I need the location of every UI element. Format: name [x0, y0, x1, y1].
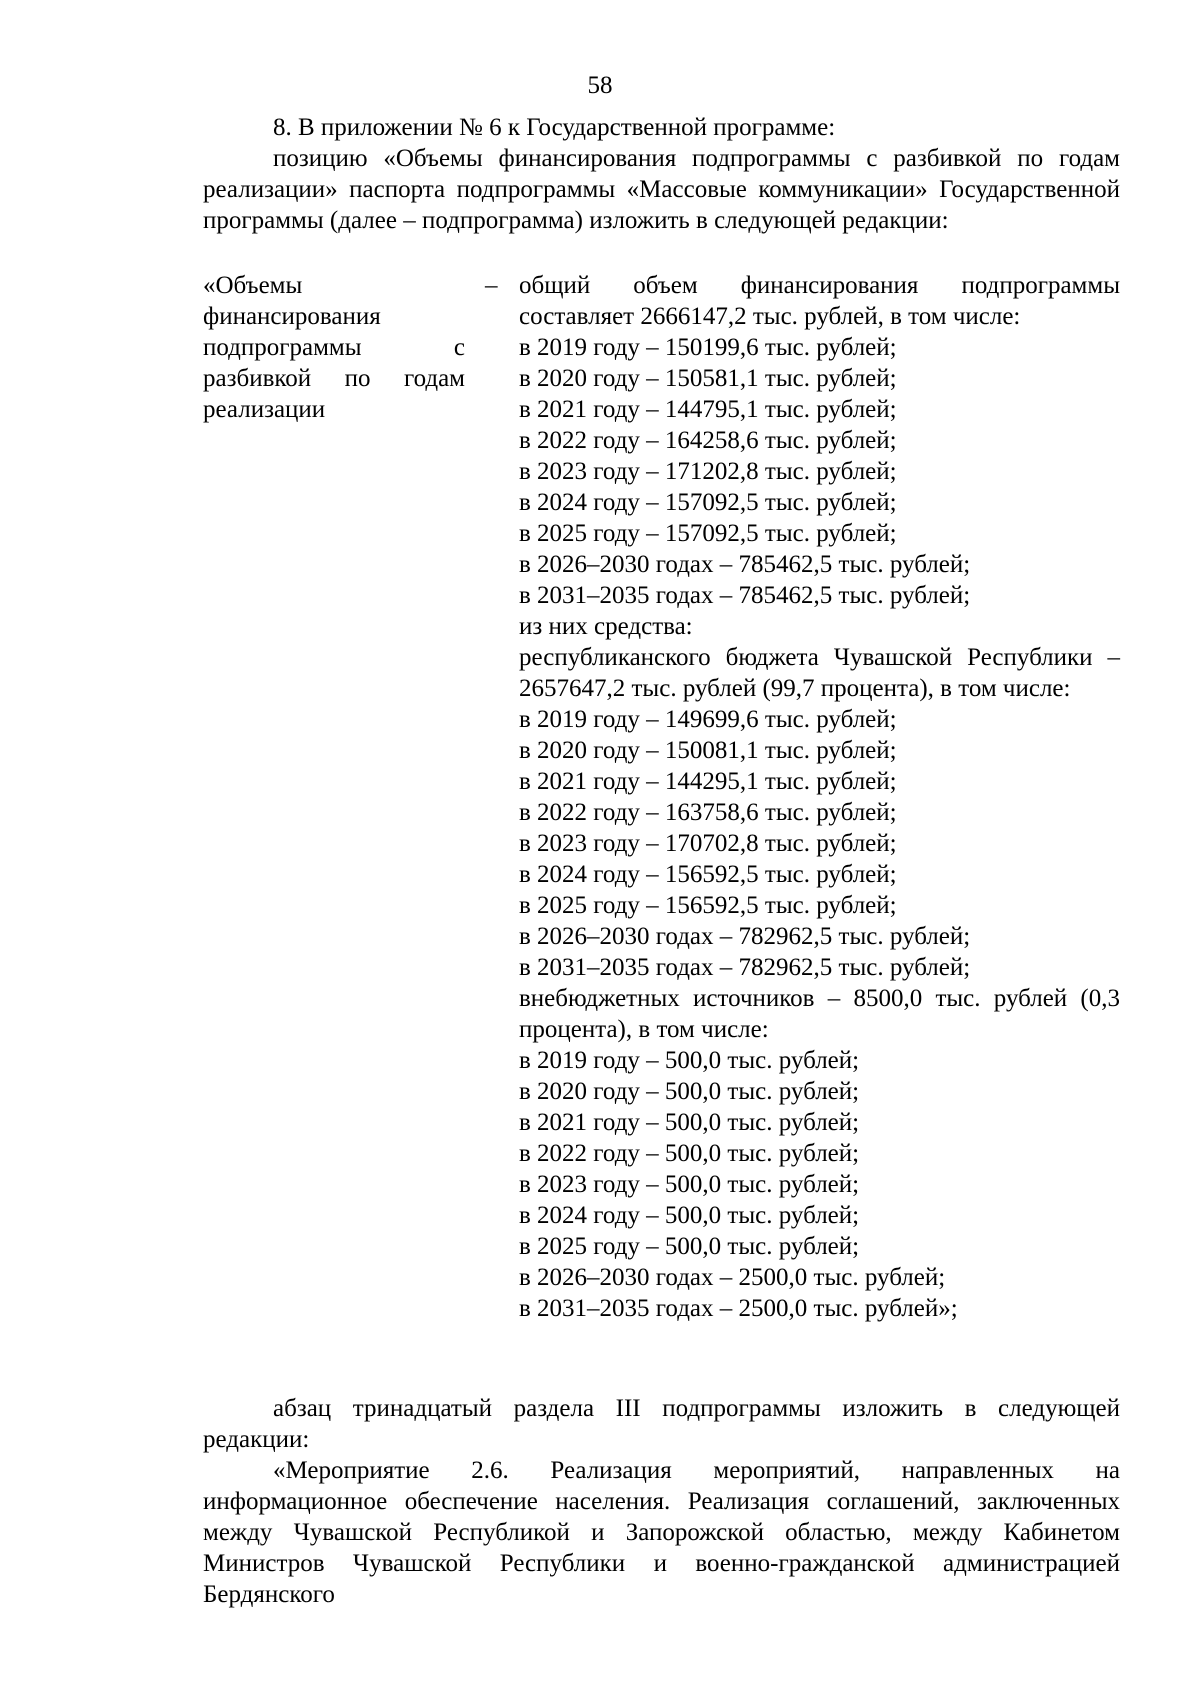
passport-values: [519, 270, 1120, 1324]
republic-year-line: в 2020 году – 150081,1 тыс. рублей;: [519, 737, 897, 764]
extra-intro: внебюджетных источников – 8500,0 тыс. рублей (0,3 процента), в том числе:: [519, 985, 1120, 1043]
total-year-line: в 2023 году – 171202,8 тыс. рублей;: [519, 458, 897, 485]
measure-text: «Мероприятие 2.6. Реализация мероприятий, направленных на информационное обеспечение населения. Реализация соглашений, заключенных между Чувашской Республикой и Запорожской областью, между Кабинетом Министров Чувашской Республики и военно-гражданской администрацией Бердянского: [203, 1457, 1120, 1608]
extra-lines: [519, 1045, 1120, 1324]
extra-year-line: в 2024 году – 500,0 тыс. рублей;: [519, 1202, 860, 1229]
total-year-line: в 2024 году – 157092,5 тыс. рублей;: [519, 489, 897, 516]
republic-year-line: в 2019 году – 149699,6 тыс. рублей;: [519, 706, 897, 733]
republic-year-line: в 2031–2035 годах – 782962,5 тыс. рублей;: [519, 954, 971, 981]
passport-label: «Объемы финансирования подпрограммы с разбивкой по годам реализации: [203, 272, 465, 423]
total-year-line: в 2022 году – 164258,6 тыс. рублей;: [519, 427, 897, 454]
republic-year-line: в 2023 году – 170702,8 тыс. рублей;: [519, 830, 897, 857]
extra-year-line: в 2021 году – 500,0 тыс. рублей;: [519, 1109, 860, 1136]
republic-year-line: в 2022 году – 163758,6 тыс. рублей;: [519, 799, 897, 826]
extra-year-line: в 2025 году – 500,0 тыс. рублей;: [519, 1233, 860, 1260]
section-block: [203, 1393, 1120, 1610]
page-number: 58: [587, 72, 613, 99]
total-year-line: в 2026–2030 годах – 785462,5 тыс. рублей;: [519, 551, 971, 578]
total-lines: [519, 332, 1120, 611]
extra-year-line: в 2031–2035 годах – 2500,0 тыс. рублей»;: [519, 1295, 958, 1322]
total-year-line: в 2025 году – 157092,5 тыс. рублей;: [519, 520, 897, 547]
passport-dash: –: [485, 272, 498, 299]
total-year-line: в 2031–2035 годах – 785462,5 тыс. рублей;: [519, 582, 971, 609]
total-year-line: в 2019 году – 150199,6 тыс. рублей;: [519, 334, 897, 361]
extra-year-line: в 2020 году – 500,0 тыс. рублей;: [519, 1078, 860, 1105]
passport-table: [203, 270, 1120, 1370]
total-year-line: в 2020 году – 150581,1 тыс. рублей;: [519, 365, 897, 392]
republic-year-line: в 2025 году – 156592,5 тыс. рублей;: [519, 892, 897, 919]
extra-year-line: в 2026–2030 годах – 2500,0 тыс. рублей;: [519, 1264, 946, 1291]
total-intro: общий объем финансирования подпрограммы составляет 2666147,2 тыс. рублей, в том числе:: [519, 272, 1120, 330]
total-year-line: в 2021 году – 144795,1 тыс. рублей;: [519, 396, 897, 423]
intro-instruction: позицию «Объемы финансирования подпрограммы с разбивкой по годам реализации» паспорта подпрограммы «Массовые коммуникации» Государственной программы (далее – подпрограмма) изложить в следующей редакции:: [203, 145, 1120, 234]
section-instruction: абзац тринадцатый раздела III подпрограммы изложить в следующей редакции:: [203, 1395, 1120, 1453]
extra-year-line: в 2022 году – 500,0 тыс. рублей;: [519, 1140, 860, 1167]
sources-heading: из них средства:: [519, 613, 693, 640]
republic-year-line: в 2026–2030 годах – 782962,5 тыс. рублей;: [519, 923, 971, 950]
republic-intro: республиканского бюджета Чувашской Республики – 2657647,2 тыс. рублей (99,7 процента), в том числе:: [519, 644, 1120, 702]
extra-year-line: в 2023 году – 500,0 тыс. рублей;: [519, 1171, 860, 1198]
intro-block: [203, 112, 1120, 236]
republic-lines: [519, 704, 1120, 983]
republic-year-line: в 2021 году – 144295,1 тыс. рублей;: [519, 768, 897, 795]
extra-year-line: в 2019 году – 500,0 тыс. рублей;: [519, 1047, 860, 1074]
item-heading: 8. В приложении № 6 к Государственной программе:: [273, 114, 836, 141]
republic-year-line: в 2024 году – 156592,5 тыс. рублей;: [519, 861, 897, 888]
